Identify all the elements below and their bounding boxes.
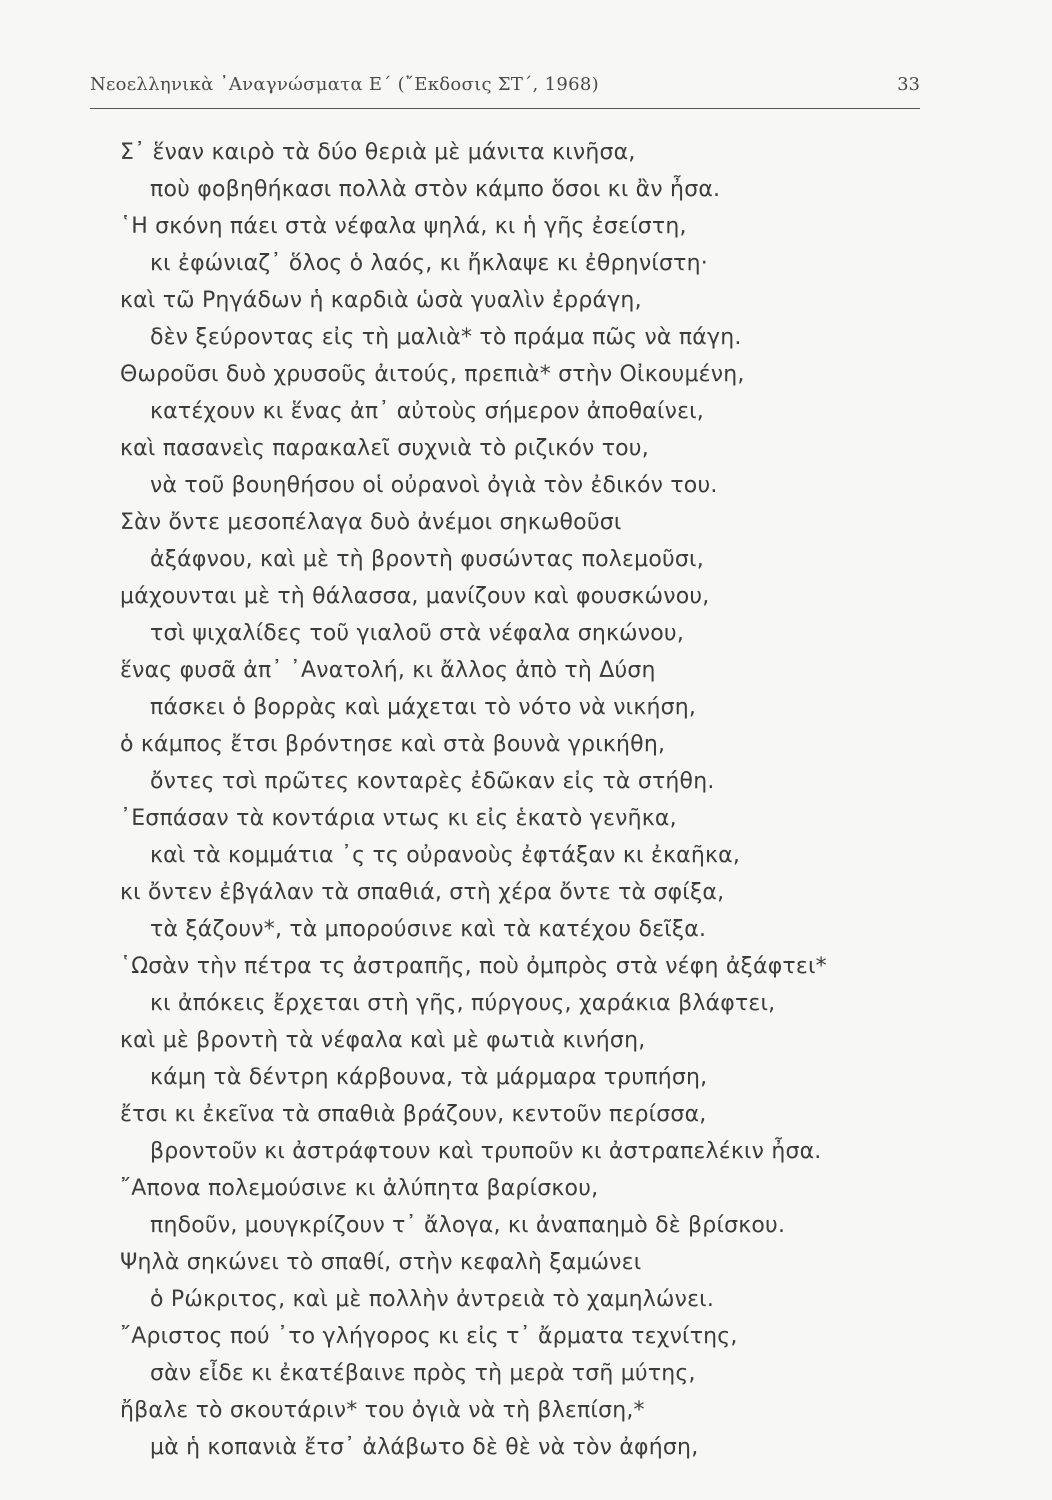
- poem-line: ἔτσι κι ἐκεῖνα τὰ σπαθιὰ βράζουν, κεντοῦν περίσσα,: [120, 1102, 707, 1127]
- poem-line: ἀξάφνου, καὶ μὲ τὴ βροντὴ φυσώντας πολεμοῦσι,: [150, 547, 704, 572]
- poem-line: πηδοῦν, μουγκρίζουν τ᾿ ἄλογα, κι ἀναπαημὸ δὲ βρίσκου.: [150, 1213, 786, 1238]
- poem-line: τὰ ξάζουν*, τὰ μπορούσινε καὶ τὰ κατέχου δεῖξα.: [150, 917, 707, 942]
- poem-line: ἤβαλε τὸ σκουτάριν* του ὀγιὰ νὰ τὴ βλεπίση,*: [120, 1398, 645, 1423]
- poem-line: νὰ τοῦ βουηθήσου οἱ οὐρανοὶ ὀγιὰ τὸν ἐδικόν του.: [150, 473, 718, 498]
- poem-line: πάσκει ὁ βορρὰς καὶ μάχεται τὸ νότο νὰ νικήση,: [150, 695, 697, 720]
- page-header: [90, 68, 920, 109]
- poem-line: ῎Αριστος πού ᾿το γλήγορος κι εἰς τ᾿ ἄρματα τεχνίτης,: [120, 1324, 738, 1349]
- poem-line: Ψηλὰ σηκώνει τὸ σπαθί, στὴν κεφαλὴ ξαμώνει: [120, 1250, 642, 1275]
- poem-line: σὰν εἶδε κι ἐκατέβαινε πρὸς τὴ μερὰ τσῆ μύτης,: [150, 1361, 696, 1386]
- poem-line: καὶ τῶ Ρηγάδων ἡ καρδιὰ ὡσὰ γυαλὶν ἐρράγη,: [120, 288, 642, 313]
- poem-line: καὶ μὲ βροντὴ τὰ νέφαλα καὶ μὲ φωτιὰ κινήση,: [120, 1028, 646, 1053]
- poem-line: μὰ ἡ κοπανιὰ ἔτσ᾿ ἀλάβωτο δὲ θὲ νὰ τὸν ἀφήση,: [150, 1435, 699, 1460]
- poem-line: βροντοῦν κι ἀστράφτουν καὶ τρυποῦν κι ἀστραπελέκιν ἦσα.: [150, 1139, 822, 1164]
- poem-line: ὄντες τσὶ πρῶτες κονταρὲς ἐδῶκαν εἰς τὰ στήθη.: [150, 769, 715, 794]
- running-title: Νεοελληνικὰ ᾿Αναγνώσματα Ε΄ (῎Εκδοσις ΣΤ΄, 1968): [90, 74, 599, 95]
- poem-line: ποὺ φοβηθήκασι πολλὰ στὸν κάμπο ὅσοι κι ἂν ἦσα.: [150, 177, 721, 202]
- poem-line: δὲν ξεύροντας εἰς τὴ μαλιὰ* τὸ πράμα πῶς νὰ πάγη.: [150, 325, 742, 350]
- poem-line: καὶ τὰ κομμάτια ᾿ς τς οὐρανοὺς ἐφτάξαν κι ἐκαῆκα,: [150, 843, 741, 868]
- poem-line: Σὰν ὄντε μεσοπέλαγα δυὸ ἀνέμοι σηκωθοῦσι: [120, 510, 622, 535]
- poem-line: Θωροῦσι δυὸ χρυσοῦς ἀιτούς, πρεπιὰ* στὴν Οἰκουμένη,: [120, 362, 745, 387]
- poem-line: τσὶ ψιχαλίδες τοῦ γιαλοῦ στὰ νέφαλα σηκώνου,: [150, 621, 685, 646]
- poem-line: ὁ Ρώκριτος, καὶ μὲ πολλὴν ἀντρειὰ τὸ χαμηλώνει.: [150, 1287, 715, 1312]
- poem-line: κι ἐφώνιαζ᾿ ὅλος ὁ λαός, κι ἤκλαψε κι ἐθρηνίστη·: [150, 251, 708, 276]
- poem-line: ἕνας φυσᾶ ἀπ᾿ ᾿Ανατολή, κι ἄλλος ἀπὸ τὴ Δύση: [120, 658, 656, 683]
- page-number: 33: [897, 74, 920, 95]
- poem-line: Σ᾿ ἕναν καιρὸ τὰ δύο θεριὰ μὲ μάνιτα κινῆσα,: [120, 140, 636, 165]
- poem-line: κι ὄντεν ἐβγάλαν τὰ σπαθιά, στὴ χέρα ὄντε τὰ σφίξα,: [120, 880, 725, 905]
- poem-line: κατέχουν κι ἕνας ἀπ᾿ αὐτοὺς σήμερον ἀποθαίνει,: [150, 399, 705, 424]
- poem-line: ᾿Εσπάσαν τὰ κοντάρια ντως κι εἰς ἑκατὸ γενῆκα,: [120, 806, 677, 831]
- poem-line: μάχουνται μὲ τὴ θάλασσα, μανίζουν καὶ φουσκώνου,: [120, 584, 710, 609]
- poem-line: κι ἀπόκεις ἔρχεται στὴ γῆς, πύργους, χαράκια βλάφτει,: [150, 991, 776, 1016]
- poem-line: ῎Απονα πολεμούσινε κι ἀλύπητα βαρίσκου,: [120, 1176, 599, 1201]
- poem-line: ὁ κάμπος ἔτσι βρόντησε καὶ στὰ βουνὰ γρικήθη,: [120, 732, 666, 757]
- poem-line: κάμη τὰ δέντρη κάρβουνα, τὰ μάρμαρα τρυπήση,: [150, 1065, 708, 1090]
- poem-line: ῾Η σκόνη πάει στὰ νέφαλα ψηλά, κι ἡ γῆς ἐσείστη,: [120, 214, 687, 239]
- poem-line: καὶ πασανεὶς παρακαλεῖ συχνιὰ τὸ ριζικόν του,: [120, 436, 649, 461]
- poem-line: ῾Ωσὰν τὴν πέτρα τς ἀστραπῆς, ποὺ ὀμπρὸς στὰ νέφη ἀξάφτει*: [120, 954, 827, 979]
